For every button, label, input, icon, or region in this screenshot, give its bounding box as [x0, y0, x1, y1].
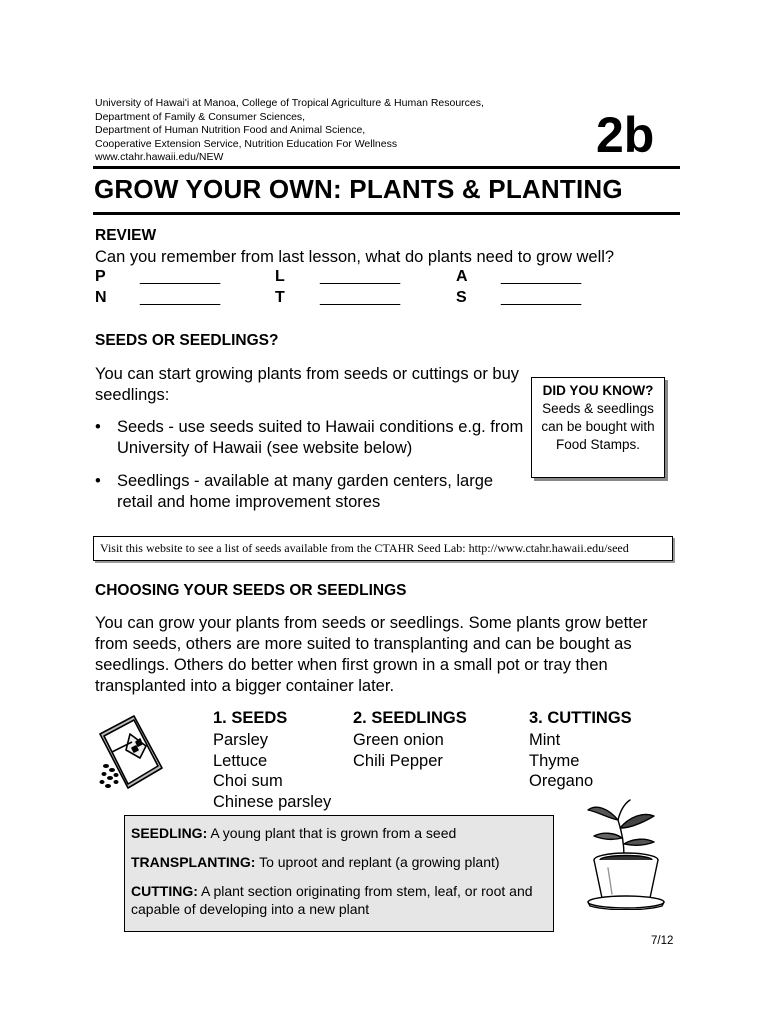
- lesson-badge: 2b: [596, 107, 655, 163]
- definition-term: CUTTING:: [131, 883, 198, 899]
- review-letter: N: [95, 289, 107, 306]
- list-item: Oregano: [529, 772, 594, 790]
- column-heading: 2. SEEDLINGS: [353, 709, 467, 727]
- seeds-bullet-list: [95, 417, 525, 513]
- list-item: Green onion: [353, 731, 444, 749]
- header-line: Department of Family & Consumer Sciences,: [95, 110, 306, 123]
- website-note-box: [93, 536, 673, 561]
- review-heading: REVIEW: [95, 227, 157, 244]
- seeds-heading: SEEDS OR SEEDLINGS?: [95, 332, 279, 349]
- definition-text: To uproot and replant (a growing plant): [255, 854, 500, 870]
- definition-cutting: [131, 882, 547, 918]
- page-number: 7/12: [651, 935, 674, 947]
- header-website: www.ctahr.hawaii.edu/NEW: [95, 151, 224, 163]
- column-heading: 1. SEEDS: [213, 709, 288, 727]
- definitions-box: [124, 815, 554, 932]
- header-line: Department of Human Nutrition Food and Animal Science,: [95, 124, 366, 136]
- bullet-icon: •: [95, 472, 101, 490]
- review-letter: T: [275, 289, 285, 306]
- list-item: Lettuce: [213, 751, 268, 770]
- title-rule: [93, 212, 680, 215]
- review-letter: P: [95, 268, 106, 285]
- page-title: GROW YOUR OWN: PLANTS & PLANTING: [94, 174, 623, 204]
- website-note: Visit this website to see a list of seeds available from the CTAHR Seed Lab: http://www.ctahr.hawaii.edu/seed: [100, 541, 629, 555]
- review-blank: _________: [320, 289, 401, 306]
- definition-seedling: [131, 824, 547, 842]
- list-item: Thyme: [529, 751, 580, 770]
- seeds-column: [213, 709, 353, 812]
- list-item: Parsley: [213, 731, 269, 749]
- definition-term: SEEDLING:: [131, 825, 208, 841]
- definition-transplanting: [131, 853, 547, 871]
- potted-plant-icon: [578, 798, 674, 910]
- bullet-text: Seeds - use seeds suited to Hawaii conditions e.g. from University of Hawaii (see website below): [117, 418, 524, 457]
- review-letter: A: [456, 268, 468, 285]
- header-line: University of Hawai'i at Manoa, College of Tropical Agriculture & Human Resources,: [95, 97, 484, 109]
- bullet-icon: •: [95, 418, 101, 436]
- list-item: Chili Pepper: [353, 751, 443, 770]
- seeds-intro: You can start growing plants from seeds or cuttings or buy seedlings:: [95, 365, 520, 404]
- review-blank: _________: [140, 268, 221, 285]
- review-letter: S: [456, 289, 467, 306]
- header-institution: [95, 97, 565, 165]
- definition-term: TRANSPLANTING:: [131, 854, 256, 870]
- review-question: Can you remember from last lesson, what do plants need to grow well?: [95, 248, 615, 266]
- review-blank: _________: [140, 289, 221, 306]
- definition-text: A young plant that is grown from a seed: [207, 825, 457, 841]
- top-rule: [93, 166, 680, 169]
- seedlings-column: [353, 709, 513, 771]
- header-line: Cooperative Extension Service, Nutrition Education For Wellness: [95, 137, 398, 150]
- did-you-know-title: DID YOU KNOW?: [542, 383, 654, 398]
- column-heading: 3. CUTTINGS: [529, 709, 632, 727]
- review-blank: _________: [320, 268, 401, 285]
- list-item: Chinese parsley: [213, 792, 332, 811]
- did-you-know-box: [531, 377, 665, 478]
- bullet-text: Seedlings - available at many garden centers, large retail and home improvement stores: [117, 472, 494, 511]
- did-you-know-text: Seeds & seedlings can be bought with Food Stamps.: [541, 401, 655, 452]
- choosing-heading: CHOOSING YOUR SEEDS OR SEEDLINGS: [95, 582, 407, 599]
- list-item: [95, 417, 525, 459]
- definition-text: A plant section originating from stem, leaf, or root and capable of developing into a new plant: [131, 883, 533, 917]
- cuttings-column: [529, 709, 669, 792]
- seed-packet-icon: [96, 712, 168, 794]
- review-blank: _________: [501, 289, 582, 306]
- list-item: Mint: [529, 731, 561, 749]
- list-item: Choi sum: [213, 772, 283, 790]
- review-blank: _________: [501, 268, 582, 285]
- list-item: [95, 471, 525, 513]
- choosing-paragraph: You can grow your plants from seeds or seedlings. Some plants grow better from seeds, others are more suited to transplanting and can be bought as seedlings. Others do better when first grown in a small pot or tray then transplanted into a bigger container later.: [95, 614, 648, 695]
- review-letter: L: [275, 268, 285, 285]
